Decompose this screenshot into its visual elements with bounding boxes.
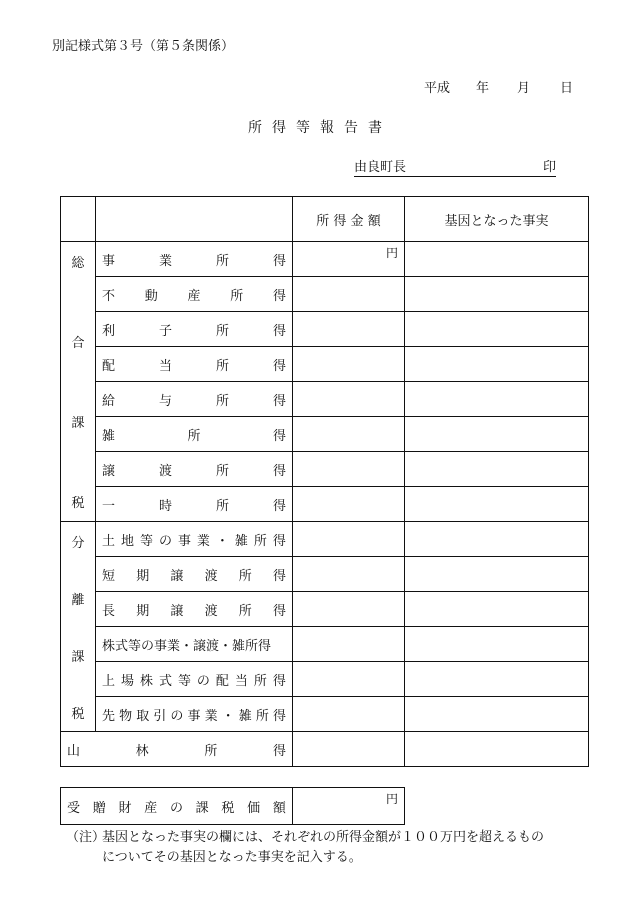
gift-label-char: 産 [144, 800, 158, 816]
income-type-char: 期 [136, 603, 150, 619]
forest-char: 林 [135, 743, 149, 759]
basis-cell[interactable] [405, 417, 589, 452]
document-title: 所得等報告書 [248, 120, 392, 136]
income-type-char: 長 [102, 603, 116, 619]
form-number: 別記様式第３号（第５条関係） [52, 39, 235, 54]
income-type-char: 得 [272, 323, 286, 339]
basis-cell[interactable] [405, 662, 589, 697]
income-type-char: 所 [230, 288, 244, 304]
income-type-char: 所 [187, 428, 201, 444]
gift-label-char: 贈 [92, 800, 106, 816]
table-header-row [61, 197, 589, 242]
table-row [61, 452, 589, 487]
income-type-char: 上 [102, 673, 116, 689]
income-type-label [96, 277, 293, 312]
amount-cell[interactable] [293, 487, 405, 522]
amount-cell[interactable] [293, 242, 405, 277]
income-type-char: 得 [272, 463, 286, 479]
header-basis: 基因となった事実 [405, 197, 589, 242]
table-row [61, 627, 589, 662]
forest-char: 山 [67, 743, 81, 759]
table-row [61, 347, 589, 382]
income-type-char: 得 [272, 603, 286, 619]
income-type-char: 所 [215, 323, 229, 339]
gift-label-char: 価 [247, 800, 261, 816]
income-type-char: 時 [158, 498, 172, 514]
basis-cell[interactable] [405, 697, 589, 732]
income-type-char: 与 [158, 393, 172, 409]
income-type-char: 得 [272, 428, 286, 444]
date-month: 月 [517, 81, 531, 96]
amount-cell[interactable] [293, 732, 405, 767]
table-row [61, 557, 589, 592]
basis-cell[interactable] [405, 522, 589, 557]
gift-label-char: 受 [67, 800, 81, 816]
category-char: 課 [71, 416, 85, 432]
income-type-label [96, 242, 293, 277]
basis-cell[interactable] [405, 732, 589, 767]
income-type-label [96, 452, 293, 487]
income-type-char: 所 [215, 393, 229, 409]
note-line-2: についてその基因となった事実を記入する。 [102, 850, 362, 865]
income-type-char: 得 [272, 253, 286, 269]
category-char: 課 [71, 649, 85, 665]
table-row [61, 522, 589, 557]
income-type-char: 当 [234, 673, 248, 689]
income-type-char: 先 [102, 708, 116, 724]
basis-cell[interactable] [405, 347, 589, 382]
income-type-label [96, 347, 293, 382]
income-type-char: 得 [272, 498, 286, 514]
amount-cell[interactable] [293, 522, 405, 557]
date-day: 日 [560, 81, 574, 96]
gift-label-char: 財 [118, 800, 132, 816]
addressee-name: 由良町長 [354, 160, 407, 175]
income-type-label [96, 312, 293, 347]
note [66, 828, 596, 868]
date-era: 平成 [424, 81, 451, 96]
income-type-char: 給 [102, 393, 116, 409]
note-line-1: 基因となった事実の欄には、それぞれの所得金額が１００万円を超えるもの [102, 830, 545, 845]
income-type-char: ・ [215, 533, 229, 549]
income-type-char: 場 [120, 673, 134, 689]
income-type-char: 期 [136, 568, 150, 584]
amount-cell[interactable] [293, 312, 405, 347]
income-type-char: ・ [221, 708, 235, 724]
yen-unit: 円 [385, 792, 398, 806]
income-type-char: 等 [139, 533, 153, 549]
table-row [61, 382, 589, 417]
basis-cell[interactable] [405, 627, 589, 662]
amount-cell[interactable] [293, 452, 405, 487]
income-type-label [96, 662, 293, 697]
gift-label-char: 額 [272, 800, 286, 816]
basis-cell[interactable] [405, 487, 589, 522]
income-type-char: 渡 [204, 568, 218, 584]
basis-cell[interactable] [405, 242, 589, 277]
basis-cell[interactable] [405, 382, 589, 417]
income-type-label [96, 382, 293, 417]
income-type-char: の [158, 533, 172, 549]
income-type-char: 所 [253, 673, 267, 689]
income-type-char: 所 [215, 463, 229, 479]
table-row [61, 312, 589, 347]
table-row [61, 662, 589, 697]
income-type-char: 子 [158, 323, 172, 339]
income-type-char: 当 [158, 358, 172, 374]
income-type-char: 株 [139, 673, 153, 689]
income-table [60, 196, 589, 767]
income-type-char: 得 [272, 568, 286, 584]
gift-label [61, 788, 293, 825]
income-type-char: 雑 [238, 708, 252, 724]
amount-cell[interactable] [293, 627, 405, 662]
amount-cell[interactable] [293, 662, 405, 697]
amount-cell[interactable] [293, 592, 405, 627]
income-type-char: 所 [215, 358, 229, 374]
forest-char: 所 [204, 743, 218, 759]
gift-label-char: 税 [221, 800, 235, 816]
income-type-char: 業 [204, 708, 218, 724]
income-type-char: 不 [102, 288, 116, 304]
header-amount: 所 得 金 額 [293, 197, 405, 242]
income-type-char: 事 [187, 708, 201, 724]
amount-cell[interactable] [293, 417, 405, 452]
gift-table [60, 787, 405, 825]
income-type-char: 得 [272, 288, 286, 304]
income-type-char: 引 [153, 708, 167, 724]
forest-char: 得 [272, 743, 286, 759]
income-type-char: 所 [238, 568, 252, 584]
category-char: 税 [71, 706, 85, 722]
income-type-char: 業 [196, 533, 210, 549]
income-type-char: 雑 [234, 533, 248, 549]
income-type-label [96, 487, 293, 522]
table-row [61, 487, 589, 522]
income-type-char: 渡 [204, 603, 218, 619]
note-mark: （注） [66, 830, 106, 845]
income-type-char: 得 [272, 393, 286, 409]
income-type-char: 渡 [158, 463, 172, 479]
gift-label-char: の [169, 800, 183, 816]
basis-cell[interactable] [405, 557, 589, 592]
forest-income-label [61, 732, 293, 767]
income-type-char: 動 [144, 288, 158, 304]
date-year: 年 [476, 81, 490, 96]
addressee-line [354, 156, 556, 177]
basis-cell[interactable] [405, 312, 589, 347]
header-blank-2 [96, 197, 293, 242]
income-type-char: 譲 [170, 603, 184, 619]
income-type-label [96, 592, 293, 627]
income-type-char: 譲 [170, 568, 184, 584]
income-type-label [96, 697, 293, 732]
table-row [61, 592, 589, 627]
income-type-char: 配 [102, 358, 116, 374]
income-type-char: 所 [215, 253, 229, 269]
income-type-char: 利 [102, 323, 116, 339]
table-row [61, 697, 589, 732]
category-char: 分 [71, 535, 85, 551]
header-blank-1 [61, 197, 96, 242]
income-type-char: 譲 [102, 463, 116, 479]
basis-cell[interactable] [405, 277, 589, 312]
income-type-char: 一 [102, 498, 116, 514]
income-type-char: 得 [272, 673, 286, 689]
income-type-char: 雑 [102, 428, 116, 444]
table-row [61, 242, 589, 277]
category-char: 税 [71, 496, 85, 512]
income-type-char: の [170, 708, 184, 724]
income-type-label [96, 557, 293, 592]
seal-mark: 印 [542, 160, 556, 175]
income-type-char: 物 [119, 708, 133, 724]
date-line [424, 77, 573, 96]
income-type-char: 土 [102, 533, 116, 549]
income-type-char: 地 [120, 533, 134, 549]
income-type-label [96, 417, 293, 452]
yen-unit: 円 [385, 246, 398, 260]
category-label [61, 522, 96, 732]
income-type-label [96, 522, 293, 557]
income-type-char: 得 [272, 708, 286, 724]
income-type-char: 事 [177, 533, 191, 549]
category-char: 総 [71, 255, 85, 271]
category-char: 離 [71, 592, 85, 608]
income-type-char: 等 [177, 673, 191, 689]
income-type-char: 事 [102, 253, 116, 269]
amount-cell[interactable] [293, 697, 405, 732]
table-row [61, 277, 589, 312]
amount-cell[interactable] [293, 277, 405, 312]
income-type-char: 短 [102, 568, 116, 584]
income-type-char: 配 [215, 673, 229, 689]
income-type-char: 業 [158, 253, 172, 269]
table-row-forest [61, 732, 589, 767]
basis-cell[interactable] [405, 452, 589, 487]
income-type-char: 産 [187, 288, 201, 304]
income-type-char: 所 [215, 498, 229, 514]
income-type-char: 所 [253, 533, 267, 549]
category-label [61, 242, 96, 522]
gift-amount-cell[interactable] [293, 788, 405, 825]
income-type-char: の [196, 673, 210, 689]
category-char: 合 [71, 335, 85, 351]
income-type-char: 取 [136, 708, 150, 724]
gift-label-char: 課 [195, 800, 209, 816]
income-type-char: 株式等の事業・譲渡・雑所得 [102, 638, 272, 654]
income-type-label [96, 627, 293, 662]
income-type-char: 所 [255, 708, 269, 724]
income-type-char: 所 [238, 603, 252, 619]
income-type-char: 得 [272, 533, 286, 549]
amount-cell[interactable] [293, 347, 405, 382]
table-row [61, 417, 589, 452]
amount-cell[interactable] [293, 382, 405, 417]
income-type-char: 式 [158, 673, 172, 689]
amount-cell[interactable] [293, 557, 405, 592]
basis-cell[interactable] [405, 592, 589, 627]
income-type-char: 得 [272, 358, 286, 374]
